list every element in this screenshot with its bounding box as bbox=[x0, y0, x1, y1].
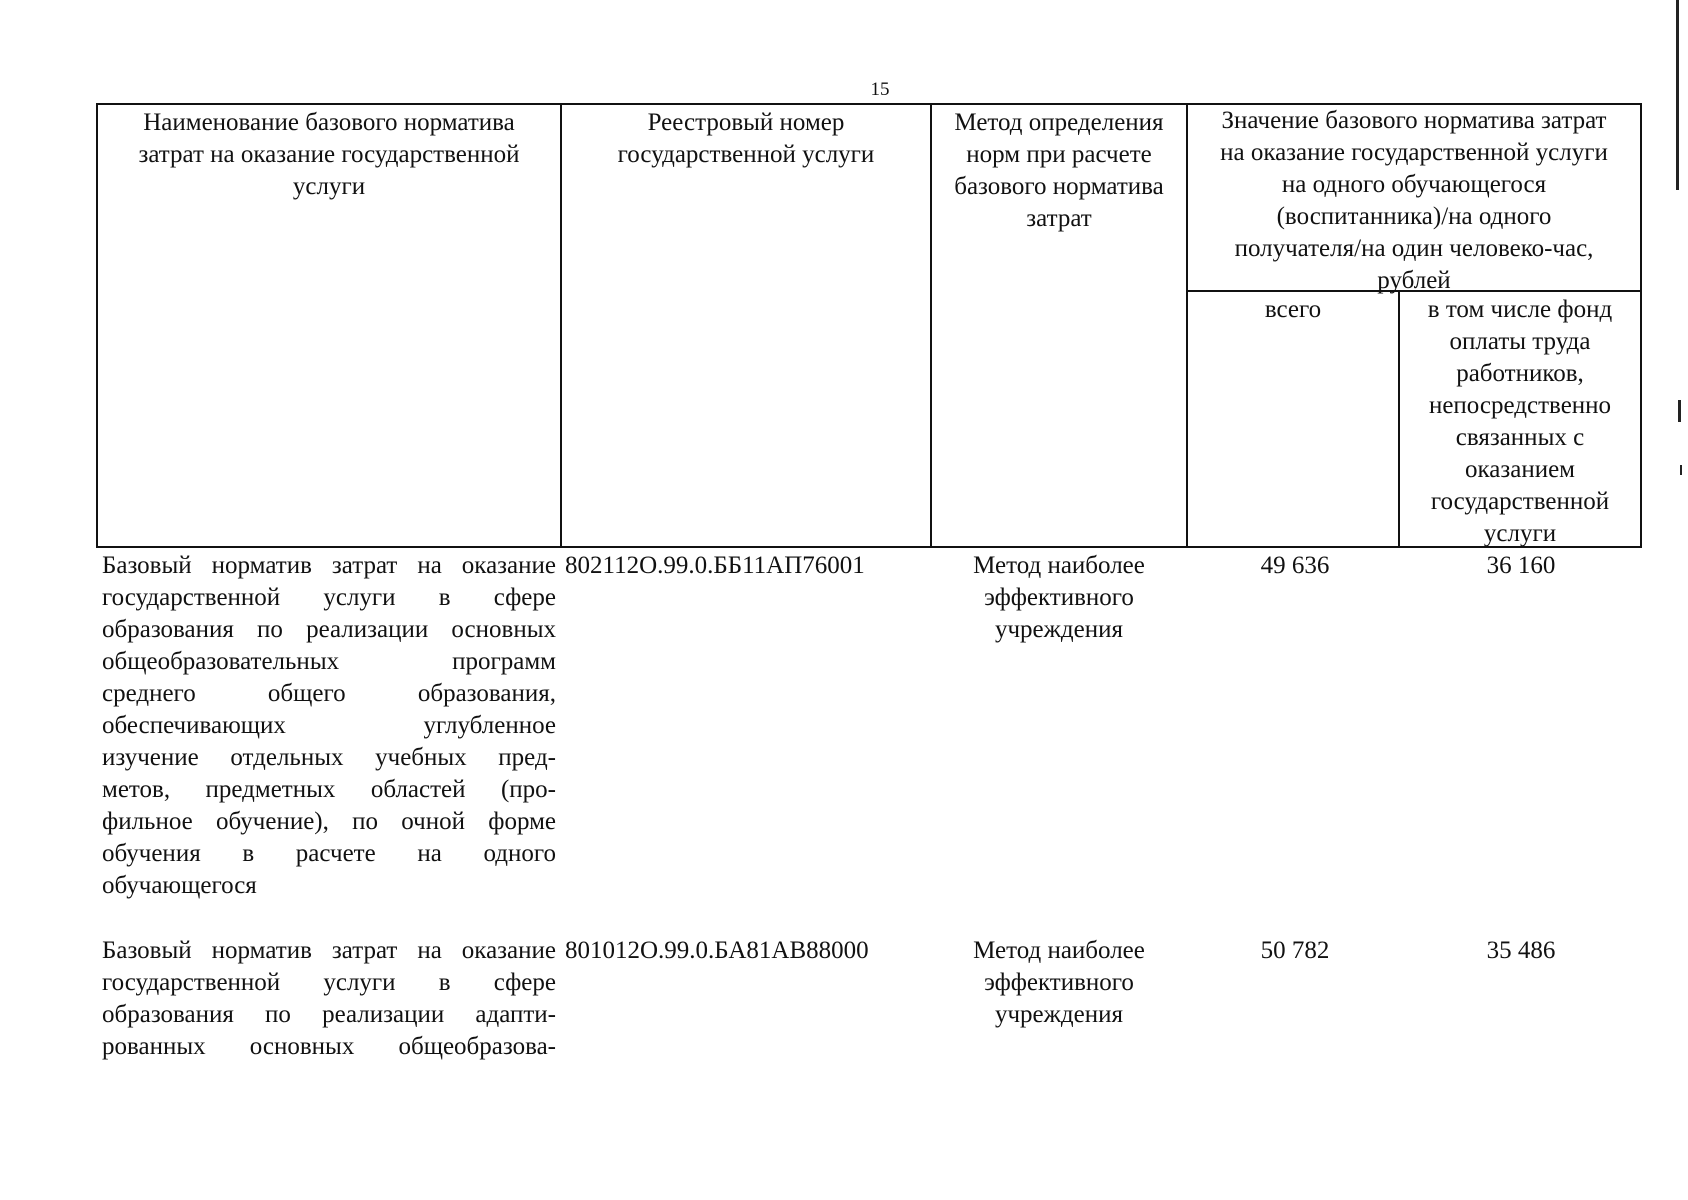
table-row-2-total: 50 782 bbox=[1260, 937, 1330, 964]
header-left-border bbox=[96, 103, 98, 548]
header-registry: Реестровый номер государственной услуги bbox=[617, 109, 875, 168]
table-row-2-registry: 801012О.99.0.БА81АВ88000 bbox=[565, 937, 869, 964]
table-row-1-registry: 802112О.99.0.ББ11АП76001 bbox=[565, 552, 865, 579]
scan-edge-mark bbox=[1680, 465, 1682, 475]
header-wage: в том числе фонд оплаты труда работников, непосредственно связанных с оказанием государственной услуги bbox=[1427, 296, 1613, 547]
header-divider-1 bbox=[560, 103, 562, 548]
table-row-1-method: Метод наиболее эффективного учреждения bbox=[973, 552, 1145, 643]
table-row-2-name: Базовый норматив затрат на оказание государственной услуги в сфере образования по реализации адапти- рованных основных общеобразова- bbox=[102, 937, 556, 1060]
header-right-border bbox=[1640, 103, 1642, 548]
table-row-2-method: Метод наиболее эффективного учреждения bbox=[973, 937, 1145, 1028]
table-row-1-name: Базовый норматив затрат на оказание государственной услуги в сфере образования по реализации основных общеобразовательных программ среднего общего образования, обеспечивающих углубленное изучение отдельных учебных пред- метов, предметных областей (про- фильное обучение), по очной форме обучения в расчете на одного обучающегося bbox=[102, 552, 556, 899]
header-method: Метод определения норм при расчете базового норматива затрат bbox=[954, 109, 1164, 232]
page-number: 15 bbox=[870, 79, 890, 100]
scan-edge-mark bbox=[1678, 400, 1681, 422]
header-name: Наименование базового норматива затрат на оказание государственной услуги bbox=[138, 109, 520, 200]
table-row-1-wage: 36 160 bbox=[1486, 552, 1556, 579]
header-value: Значение базового норматива затрат на оказание государственной услуги на одного обучающегося (воспитанника)/на одного получателя/на один человеко-час, рублей bbox=[1220, 107, 1608, 294]
table-header bbox=[96, 103, 1642, 548]
table-row-1-total: 49 636 bbox=[1260, 552, 1330, 579]
scan-edge-mark bbox=[1676, 0, 1679, 190]
header-total: всего bbox=[1264, 296, 1322, 323]
table-row-2-wage: 35 486 bbox=[1486, 937, 1556, 964]
